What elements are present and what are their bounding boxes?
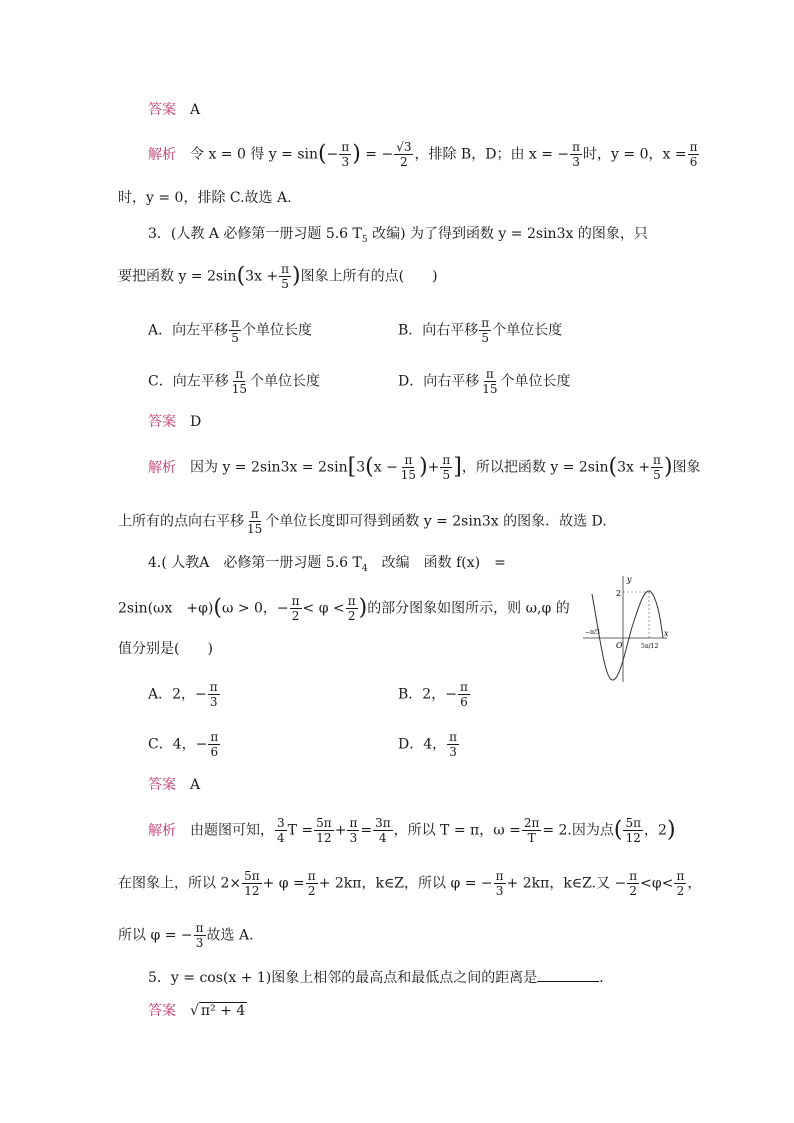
paren: ( — [236, 263, 246, 289]
q5-answer-line: 答案 √ π² + 4 — [148, 1003, 246, 1019]
fraction: $\frac{\pi}{2}$ — [629, 869, 638, 898]
q4-analysis-line-3: 所以 φ = − $\frac{\pi}{3}$ 故选 A. — [118, 921, 254, 950]
q4-options-row-2 — [148, 730, 708, 759]
fraction: $\frac{\pi}{3}$ — [341, 140, 350, 169]
fraction: $\frac{\pi}{6}$ — [689, 140, 698, 169]
fraction: $\frac{5\pi}{12}$ — [316, 816, 332, 845]
paren: ) — [666, 817, 676, 843]
paren: ) — [292, 263, 301, 289]
paren: ) — [358, 595, 368, 621]
analysis-label: 解析 — [148, 459, 176, 476]
paren: ( — [318, 141, 327, 167]
answer-value: A — [190, 102, 201, 118]
q3-stem-line-2 — [118, 262, 678, 291]
answer-blank[interactable] — [537, 967, 599, 982]
paren: ( — [213, 595, 222, 621]
q3-stem-line-1 — [148, 224, 708, 250]
analysis-label: 解析 — [148, 146, 176, 163]
fraction: $\frac{\pi}{3}$ — [349, 816, 358, 845]
fraction: $\frac{5\pi}{12}$ — [244, 869, 260, 898]
text: 要把函数 y = 2sin — [118, 268, 237, 285]
text: 时，y = 0，x = — [583, 146, 687, 163]
q3-options-row-2 — [148, 367, 708, 396]
analysis-label: 解析 — [148, 822, 176, 839]
fraction: $\frac{\pi}{5}$ — [442, 453, 451, 482]
paren: ) — [352, 141, 361, 167]
text: = − — [365, 146, 394, 163]
answer-value: π² + 4 — [200, 1003, 246, 1019]
text: ，排除 B，D；由 x = − — [414, 146, 570, 163]
fraction: $\frac{\pi}{2}$ — [291, 594, 300, 623]
y-label: y — [627, 575, 632, 584]
fraction: $\frac{5\pi}{12}$ — [625, 816, 642, 845]
q2-analysis-line-2: 时，y = 0，排除 C.故选 A. — [118, 190, 292, 206]
paren: ) — [663, 454, 673, 480]
fraction: $\frac{\pi}{2}$ — [347, 594, 356, 623]
q4-analysis-line-1: 解析 由题图可知， $\frac{3}{4}$ T = $\frac{5\pi}{12}$ + $\frac{\pi}{3}$ = $\frac{3\pi}{4}$ ，所以 T = π，ω = $\frac{2\pi}{T}$ = 2.因为点( $\frac{5\pi}{12}$ ，2) — [148, 816, 676, 845]
answer-value: D — [190, 414, 202, 430]
q4-analysis-line-2: 在图象上，所以 2× $\frac{5\pi}{12}$ + φ = $\frac{\pi}{2}$ + 2kπ，k∈Z，所以 φ = − $\frac{\pi}{3}$ + 2kπ，k∈Z.又 − $\frac{\pi}{2}$ <φ< $\frac{\pi}{2}$ ， — [118, 869, 702, 898]
fraction: $\frac{3}{4}$ — [277, 816, 285, 845]
subscript: 4 — [361, 563, 368, 574]
text: 图象上所有的点( ) — [300, 268, 438, 285]
x-neg-tick: −π/3 — [585, 629, 600, 636]
paren: ( — [608, 454, 618, 480]
fraction: $\frac{\pi}{3}$ — [495, 869, 504, 898]
option-b[interactable]: B．2，− $\frac{\pi}{6}$ — [398, 680, 468, 709]
sine-graph — [583, 572, 669, 684]
text: 令 x = 0 得 y = sin — [190, 146, 319, 163]
q2-analysis-line: 解析 令 x = 0 得 y = sin(− $\frac{\pi}{3}$ ) = − $\frac{√3}{2}$ ，排除 B，D；由 x = − $\frac{\pi}{3}$ 时，y = 0，x = $\frac{\pi}{6}$ — [148, 140, 698, 169]
option-d[interactable]: D．4， $\frac{\pi}{3}$ — [398, 730, 458, 759]
q5-stem-line: 5．y = cos(x + 1)图象上相邻的最高点和最低点之间的距离是 ． — [148, 967, 708, 988]
option-c[interactable]: C．4，− $\frac{\pi}{6}$ — [148, 730, 219, 759]
answer-label: 答案 — [148, 1003, 176, 1019]
option-a[interactable]: A．向左平移 $\frac{\pi}{5}$ 个单位长度 — [148, 316, 313, 345]
bracket: [ — [347, 454, 357, 480]
q4-stem-line-3: 值分别是( ) — [118, 641, 213, 657]
option-c[interactable]: C．向左平移 $\frac{\pi}{15}$ 个单位长度 — [148, 367, 320, 396]
fraction: $\frac{2\pi}{T}$ — [523, 816, 540, 845]
text: 因为 y = 2sin3x = 2sin — [190, 459, 348, 476]
sine-curve — [592, 591, 663, 680]
q4-stem-line-2: 2sin(ωx +φ)(ω > 0，− $\frac{\pi}{2}$ < φ < $\frac{\pi}{2}$ )的部分图象如图所示，则 ω,φ 的 — [118, 594, 570, 623]
answer-value: A — [190, 777, 201, 793]
paren: ) — [419, 454, 428, 480]
text: 3．(人教 A 必修第一册习题 5.6 T — [148, 226, 362, 242]
bracket: ] — [453, 454, 462, 480]
q4-answer-line — [148, 775, 708, 795]
q3-options-row-1 — [148, 316, 708, 345]
fraction: $\frac{√3}{2}$ — [396, 140, 412, 169]
x-pos-tick: 5π/12 — [641, 643, 659, 650]
option-d[interactable]: D．向右平移 $\frac{\pi}{15}$ 个单位长度 — [398, 367, 571, 396]
q4-options-row-1 — [148, 680, 708, 709]
fraction: $\frac{\pi}{2}$ — [307, 869, 316, 898]
text: 改编) 为了得到函数 y = 2sin3x 的图象，只 — [367, 226, 648, 242]
fraction: $\frac{\pi}{5}$ — [653, 453, 661, 482]
fraction: $\frac{\pi}{3}$ — [572, 140, 581, 169]
answer-label: 答案 — [148, 777, 176, 793]
q3-analysis-line-2: 上所有的点向右平移 $\frac{\pi}{15}$ 个单位长度即可得到函数 y = 2sin3x 的图象．故选 D. — [118, 507, 607, 536]
paren: ( — [365, 454, 374, 480]
fraction: $\frac{3\pi}{4}$ — [375, 816, 391, 845]
paren: ( — [613, 817, 623, 843]
option-b[interactable]: B．向右平移 $\frac{\pi}{5}$ 个单位长度 — [398, 316, 563, 345]
x-label: x — [664, 629, 669, 638]
q2-answer-line — [148, 100, 708, 120]
q4-stem-line-1: 4.( 人教A 必修第一册习题 5.6 $T_4$ 改编 函数 f(x) = — [148, 555, 506, 574]
answer-label: 答案 — [148, 414, 176, 430]
text: 3x + — [245, 268, 279, 285]
option-a[interactable]: A．2，− $\frac{\pi}{3}$ — [148, 680, 218, 709]
origin-label: O — [616, 641, 623, 650]
q3-answer-line — [148, 412, 708, 432]
fraction: $\frac{\pi}{5}$ — [281, 262, 290, 291]
fraction: $\frac{\pi}{2}$ — [676, 869, 685, 898]
subscript: 5 — [361, 234, 368, 245]
q3-analysis-line-1: 解析 因为 y = 2sin3x = 2sin[3(x − $\frac{\pi}{15}$ )+ $\frac{\pi}{5}$ ]，所以把函数 y = 2sin(3x + $\frac{\pi}{5}$ )图象 — [148, 453, 701, 482]
y-tick: 2 — [616, 589, 622, 598]
fraction: $\frac{\pi}{15}$ — [400, 453, 417, 482]
fraction: $\frac{\pi}{15}$ — [247, 507, 263, 536]
fraction: $\frac{\pi}{3}$ — [195, 921, 204, 950]
answer-label: 答案 — [148, 102, 176, 118]
